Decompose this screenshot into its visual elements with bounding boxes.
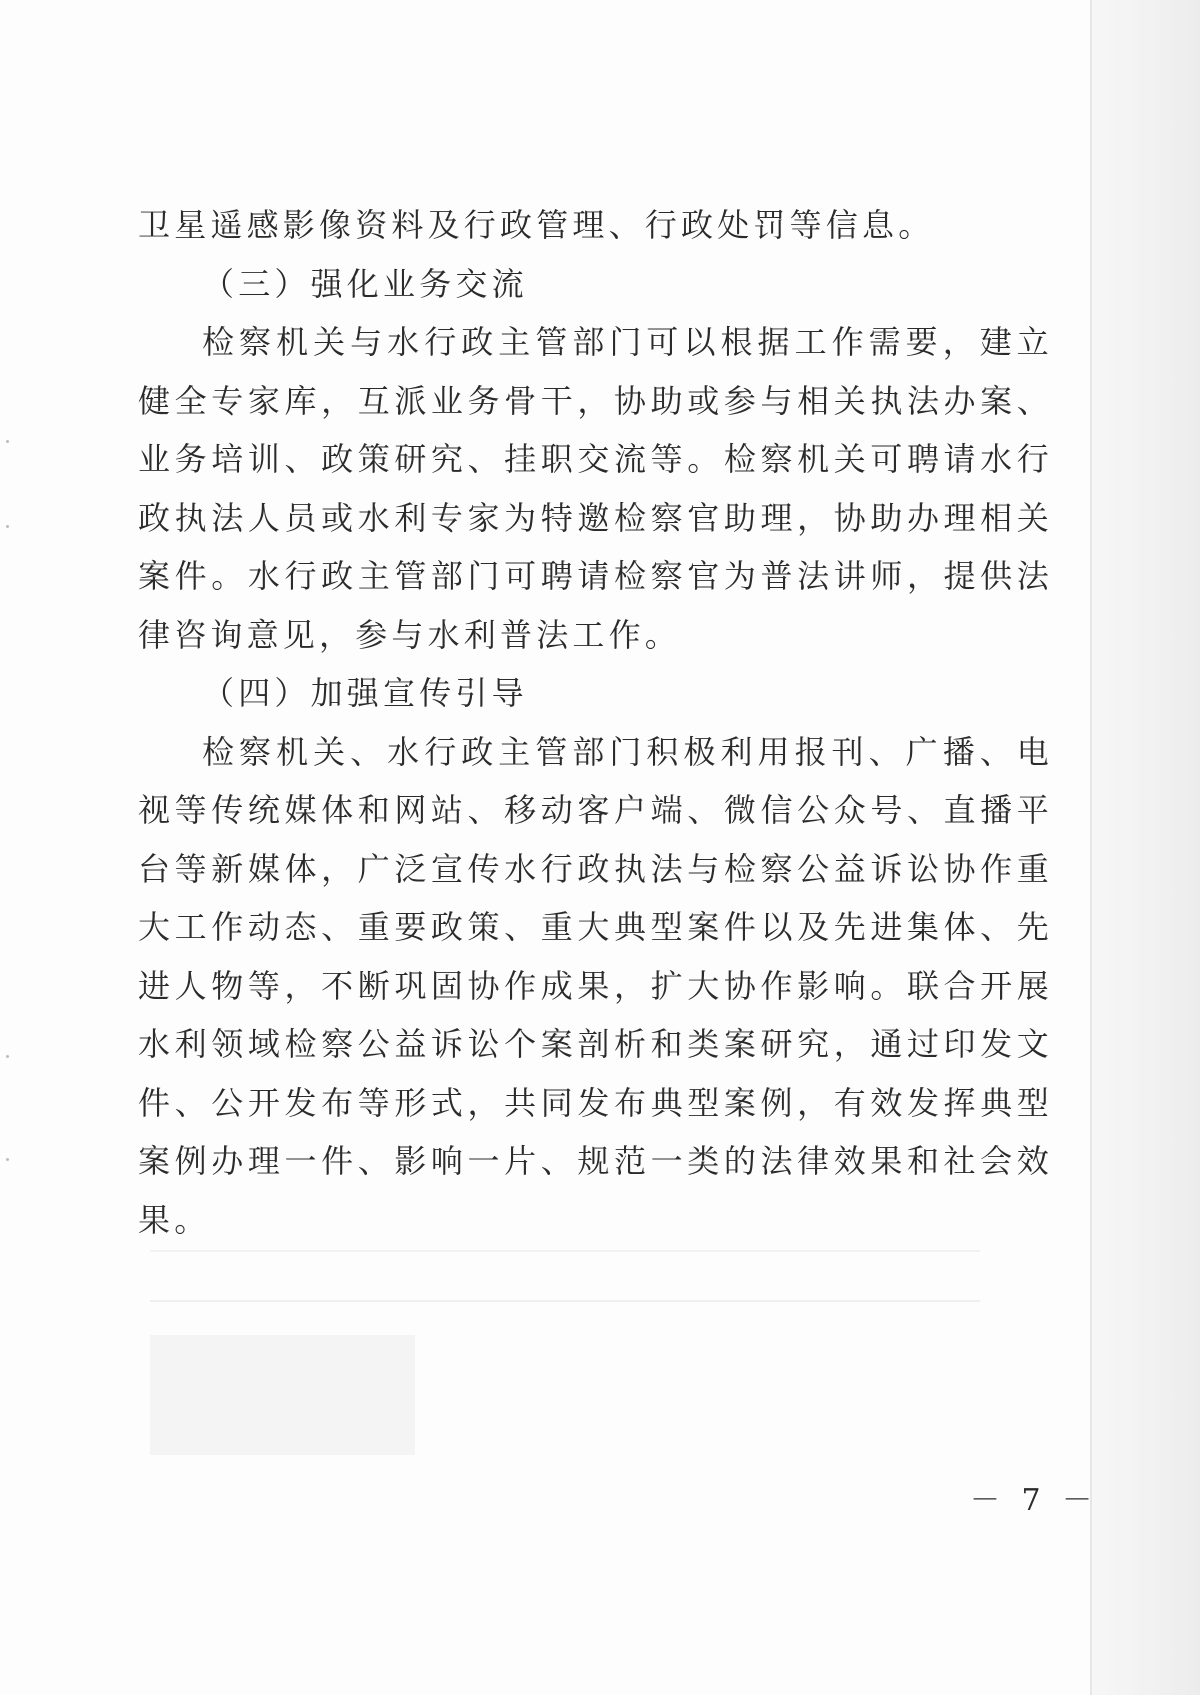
show-through-block bbox=[150, 1335, 415, 1455]
scan-speck bbox=[6, 440, 9, 443]
scan-speck bbox=[6, 1055, 9, 1058]
paragraph-business-exchange: 检察机关与水行政主管部门可以根据工作需要，建立健全专家库，互派业务骨干，协助或参与相关执法办案、业务培训、政策研究、挂职交流等。检察机关可聘请水行政执法人员或水利专家为特邀检察官助理，协助办理相关案件。水行政主管部门可聘请检察官为普法讲师，提供法律咨询意见，参与水利普法工作。 bbox=[138, 323, 1053, 654]
section-heading-4: （四）加强宣传引导 bbox=[202, 674, 528, 712]
paragraph-publicity-guidance: 检察机关、水行政主管部门积极利用报刊、广播、电视等传统媒体和网站、移动客户端、微信公众号、直播平台等新媒体，广泛宣传水行政执法与检察公益诉讼协作重大工作动态、重要政策、重大典型案件以及先进集体、先进人物等，不断巩固协作成果，扩大协作影响。联合开展水利领域检察公益诉讼个案剖析和类案研究，通过印发文件、公开发布等形式，共同发布典型案例，有效发挥典型案例办理一件、影响一片、规范一类的法律效果和社会效果。 bbox=[138, 732, 1053, 1239]
page-number: － 7 － bbox=[970, 1483, 1099, 1518]
show-through-rule bbox=[150, 1250, 980, 1252]
scan-edge-line bbox=[1090, 0, 1092, 1695]
document-body bbox=[138, 196, 1053, 1249]
scan-speck bbox=[6, 1158, 9, 1161]
show-through-rule bbox=[150, 1300, 980, 1302]
paragraph-continuation: 卫星遥感影像资料及行政管理、行政处罚等信息。 bbox=[138, 206, 935, 244]
scan-edge-shadow bbox=[1090, 0, 1200, 1695]
section-heading-3: （三）强化业务交流 bbox=[202, 264, 528, 303]
scan-speck bbox=[6, 525, 9, 528]
